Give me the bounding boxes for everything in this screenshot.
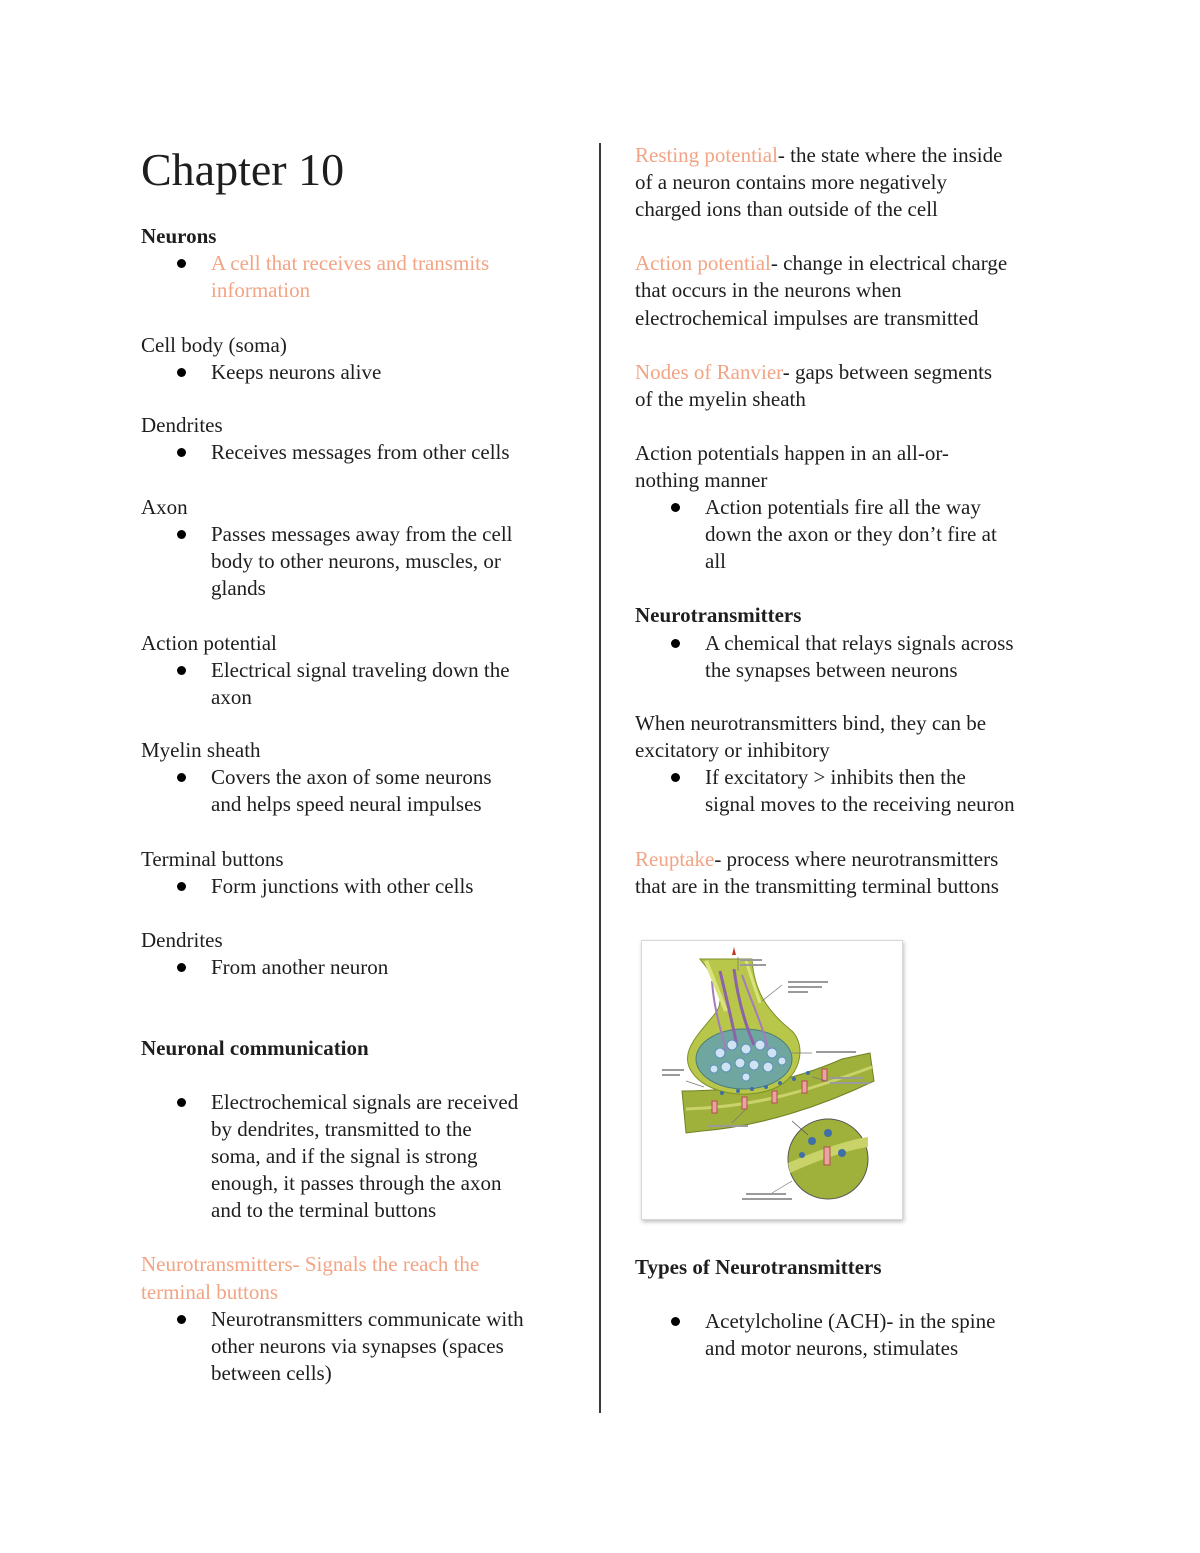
- bullet-dot: [177, 368, 186, 377]
- bullet-dot: [177, 773, 186, 782]
- nodes-line1: Nodes of Ranvier- gaps between segments: [635, 360, 993, 384]
- action-potential-bullet: Electrical signal traveling down the axon: [211, 657, 510, 711]
- reuptake-line2: that are in the transmitting terminal buttons: [635, 874, 999, 898]
- page-title: Chapter 10: [141, 144, 345, 195]
- types-heading: Types of Neurotransmitters: [635, 1255, 882, 1279]
- bullet-dot: [671, 773, 680, 782]
- binding-line2: excitatory or inhibitory: [635, 738, 830, 762]
- communication-heading: Neuronal communication: [141, 1036, 369, 1060]
- neurotransmitters-bullet: Neurotransmitters communicate with other neurons via synapses (spaces between cells): [211, 1306, 524, 1387]
- synapse-illustration: [642, 941, 902, 1219]
- resting-potential-term: Resting potential: [635, 143, 778, 167]
- resting-potential-line1: Resting potential- the state where the inside: [635, 143, 1003, 167]
- all-or-nothing-line1: Action potentials happen in an all-or-: [635, 441, 949, 465]
- types-bullet: Acetylcholine (ACH)- in the spine and motor neurons, stimulates: [705, 1308, 995, 1362]
- bullet-dot: [177, 259, 186, 268]
- column-divider: [599, 143, 601, 1413]
- resting-potential-line3: charged ions than outside of the cell: [635, 197, 938, 221]
- bullet-dot: [177, 1315, 186, 1324]
- resting-potential-line2: of a neuron contains more negatively: [635, 170, 947, 194]
- nodes-line2: of the myelin sheath: [635, 387, 806, 411]
- axon-bullet: Passes messages away from the cell body to other neurons, muscles, or glands: [211, 521, 513, 602]
- bullet-dot: [671, 639, 680, 648]
- all-or-nothing-bullet: Action potentials fire all the way down the axon or they don’t fire at all: [705, 494, 997, 575]
- action-potential-term: Action potential: [141, 631, 277, 655]
- dendrites-term: Dendrites: [141, 413, 223, 437]
- binding-line1: When neurotransmitters bind, they can be: [635, 711, 987, 735]
- neurons-heading: Neurons: [141, 224, 217, 248]
- action-potential-line2: that occurs in the neurons when: [635, 278, 902, 302]
- bullet-dot: [177, 530, 186, 539]
- synapse-figure: [641, 940, 903, 1220]
- terminal-bullet: Form junctions with other cells: [211, 873, 473, 900]
- terminal-term: Terminal buttons: [141, 847, 284, 871]
- bullet-dot: [671, 503, 680, 512]
- dendrites2-bullet: From another neuron: [211, 954, 388, 981]
- neurotransmitters-term-l2: terminal buttons: [141, 1280, 279, 1304]
- all-or-nothing-line2: nothing manner: [635, 468, 768, 492]
- cell-body-bullet: Keeps neurons alive: [211, 359, 381, 386]
- communication-bullet: Electrochemical signals are received by dendrites, transmitted to the soma, and if the signal is strong enough, it passes through the axon and to the terminal buttons: [211, 1089, 518, 1224]
- dendrites-bullet: Receives messages from other cells: [211, 439, 510, 466]
- reuptake-term: Reuptake: [635, 847, 715, 871]
- action-potential-line1: Action potential- change in electrical charge: [635, 251, 1008, 275]
- cell-body-term: Cell body (soma): [141, 333, 287, 357]
- dendrites2-term: Dendrites: [141, 928, 223, 952]
- neurons-bullet: A cell that receives and transmits information: [211, 250, 489, 304]
- bullet-dot: [671, 1317, 680, 1326]
- action-potential-term: Action potential: [635, 251, 771, 275]
- bullet-dot: [177, 882, 186, 891]
- axon-term: Axon: [141, 495, 188, 519]
- myelin-bullet: Covers the axon of some neurons and helps speed neural impulses: [211, 764, 492, 818]
- neurotransmitters-term-l1: Neurotransmitters- Signals the reach the: [141, 1252, 480, 1276]
- myelin-term: Myelin sheath: [141, 738, 261, 762]
- bullet-dot: [177, 448, 186, 457]
- bullet-dot: [177, 666, 186, 675]
- action-potential-line3: electrochemical impulses are transmitted: [635, 306, 979, 330]
- neurotransmitters-heading: Neurotransmitters: [635, 603, 802, 627]
- neurotransmitters-bullet: A chemical that relays signals across the synapses between neurons: [705, 630, 1014, 684]
- nodes-term: Nodes of Ranvier: [635, 360, 783, 384]
- binding-bullet: If excitatory > inhibits then the signal moves to the receiving neuron: [705, 764, 1015, 818]
- bullet-dot: [177, 1098, 186, 1107]
- bullet-dot: [177, 963, 186, 972]
- reuptake-line1: Reuptake- process where neurotransmitters: [635, 847, 999, 871]
